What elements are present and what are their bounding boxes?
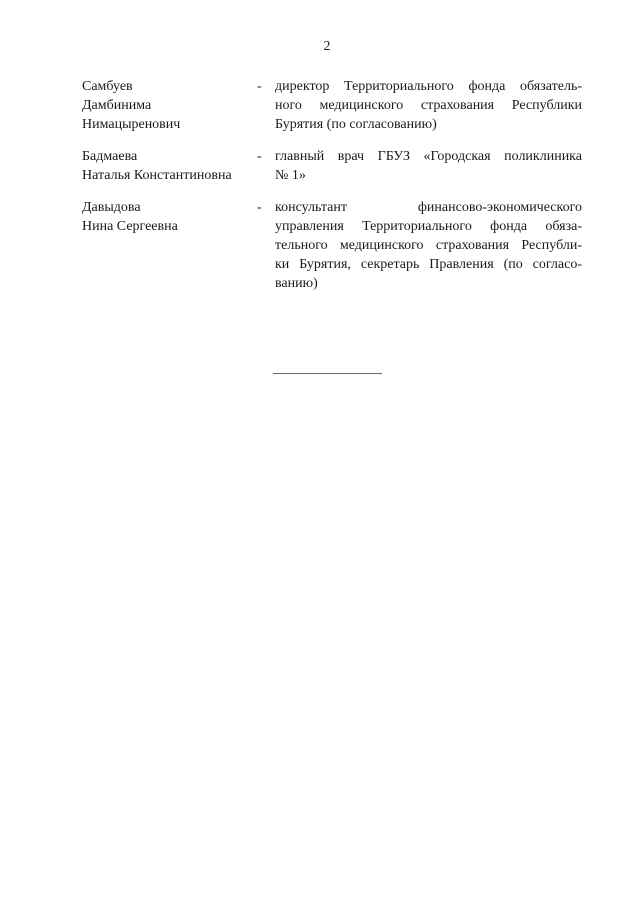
separator-dash: -	[257, 200, 262, 215]
position-line: управления Территориального фонда обяза-	[275, 219, 582, 234]
position-line: № 1»	[275, 168, 306, 183]
member-name	[82, 198, 257, 236]
member-surname: Давыдова	[82, 200, 141, 215]
page-number: 2	[323, 39, 331, 54]
member-surname: Самбуев	[82, 79, 133, 94]
position-line: главный врач ГБУЗ «Городская поликлиника	[275, 149, 582, 164]
member-position	[275, 147, 582, 185]
position-line: консультант финансово-экономического	[275, 200, 582, 215]
member-given-names: Наталья Константиновна	[82, 168, 232, 183]
member-first-name: Дамбинима	[82, 98, 152, 113]
position-line: Бурятия (по согласованию)	[275, 117, 437, 132]
separator-dash: -	[257, 79, 262, 94]
member-patronymic: Нимацыренович	[82, 117, 181, 132]
end-of-list-rule	[273, 373, 382, 374]
member-given-names: Нина Сергеевна	[82, 219, 178, 234]
member-position	[275, 77, 582, 134]
member-position	[275, 198, 582, 293]
position-line: тельного медицинского страхования Республи-	[275, 238, 582, 253]
position-line: директор Территориального фонда обязатель-	[275, 79, 582, 94]
position-line: ного медицинского страхования Республики	[275, 98, 582, 113]
member-name	[82, 77, 257, 134]
member-name	[82, 147, 257, 185]
position-line: ванию)	[275, 276, 318, 291]
position-line: ки Бурятия, секретарь Правления (по согласо-	[275, 257, 582, 272]
separator-dash: -	[257, 149, 262, 164]
member-surname: Бадмаева	[82, 149, 138, 164]
